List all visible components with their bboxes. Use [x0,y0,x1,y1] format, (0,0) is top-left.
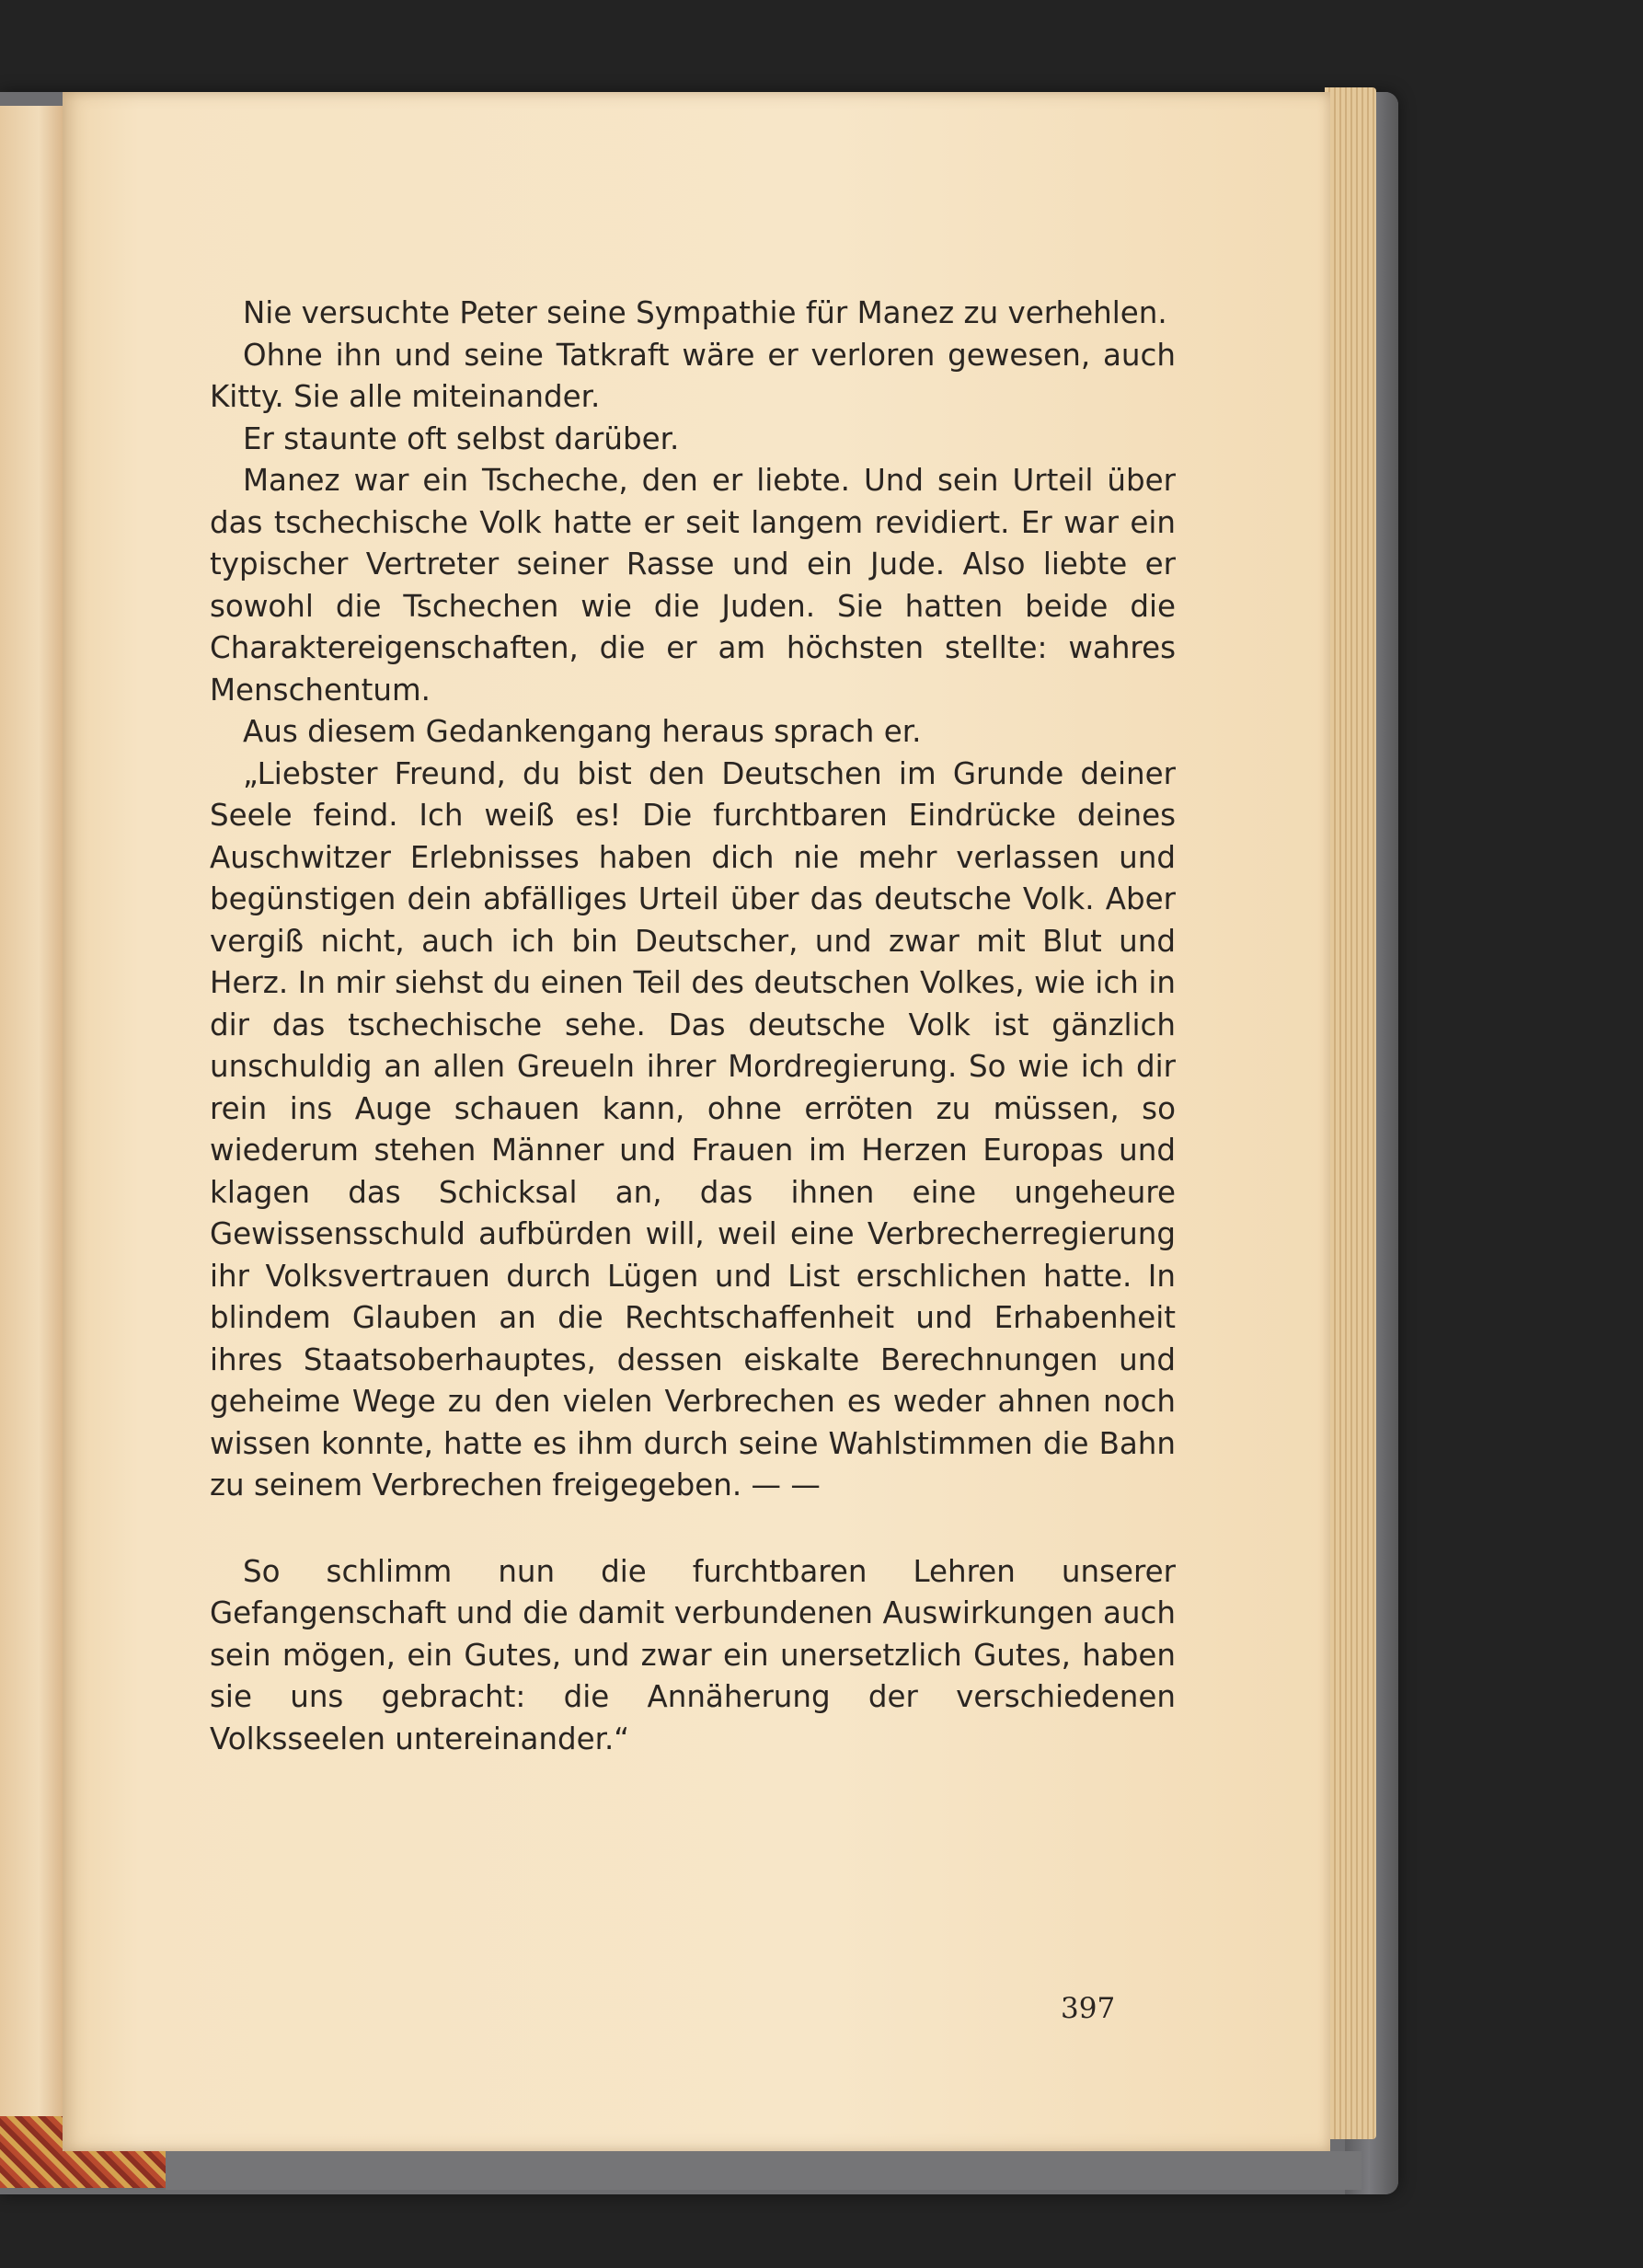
page-text [210,293,1176,1760]
cover-bottom-edge [166,2151,1362,2190]
paragraph-6: „Liebster Freund, du bist den Deutschen im Grunde deiner Seele feind. Ich weiß es! Die furchtbaren Eindrücke deines Auschwitzer Erlebnisses haben dich nie mehr verlassen und begünstigen dein abfälliges Urteil über das deutsche Volk. Aber vergiß nicht, auch ich bin Deutscher, und zwar mit Blut und Herz. In mir siehst du einen Teil des deutschen Volkes, wie ich in dir das tschechische sehe. Das deutsche Volk ist gänzlich unschuldig an allen Greueln ihrer Mordregierung. So wie ich dir rein ins Auge schauen kann, ohne erröten zu müssen, so wiederum stehen Männer und Frauen im Herzen Europas und klagen das Schicksal an, das ihnen eine ungeheure Gewissensschuld aufbürden will, weil eine Verbrecherregierung ihr Volksvertrauen durch Lügen und List erschlichen hatte. In blindem Glauben an die Rechtschaffenheit und Erhabenheit ihres Staatsoberhauptes, dessen eiskalte Berechnungen und geheime Wege zu den vielen Verbrechen es weder ahnen noch wissen konnte, hatte es ihm durch seine Wahlstimmen die Bahn zu seinem Verbrechen freigegeben. — — [210,755,1176,1502]
paragraph-5: Aus diesem Gedankengang heraus sprach er. [243,714,922,749]
book-page [63,92,1330,2151]
page-number: 397 [1061,1992,1116,2025]
left-page-edge [0,106,64,2181]
paragraph-4: Manez war ein Tscheche, den er liebte. Und sein Urteil über das tschechische Volk hatte er seit langem revidiert. Er war ein typischer Vertreter seiner Rasse und ein Jude. Also liebte er sowohl die Tschechen wie die Juden. Sie hatten beide die Charaktereigenschaften, die er am höchsten stellte: wahres Menschentum. [210,463,1176,708]
paragraph-1: Nie versuchte Peter seine Sympathie für Manez zu verhehlen. [243,295,1167,330]
closing-paragraph: So schlimm nun die furchtbaren Lehren unserer Gefangenschaft und die damit verbundenen Auswirkungen auch sein mögen, ein Gutes, und zwar ein unersetzlich Gutes, haben sie uns gebracht: die Annäherung der verschiedenen Volksseelen untereinander.“ [210,1553,1176,1756]
section-gap [210,1507,1176,1551]
paragraph-3: Er staunte oft selbst darüber. [243,420,680,456]
paragraph-2: Ohne ihn und seine Tatkraft wäre er verloren gewesen, auch Kitty. Sie alle miteinander. [210,337,1176,414]
page-edges [1325,87,1376,2139]
